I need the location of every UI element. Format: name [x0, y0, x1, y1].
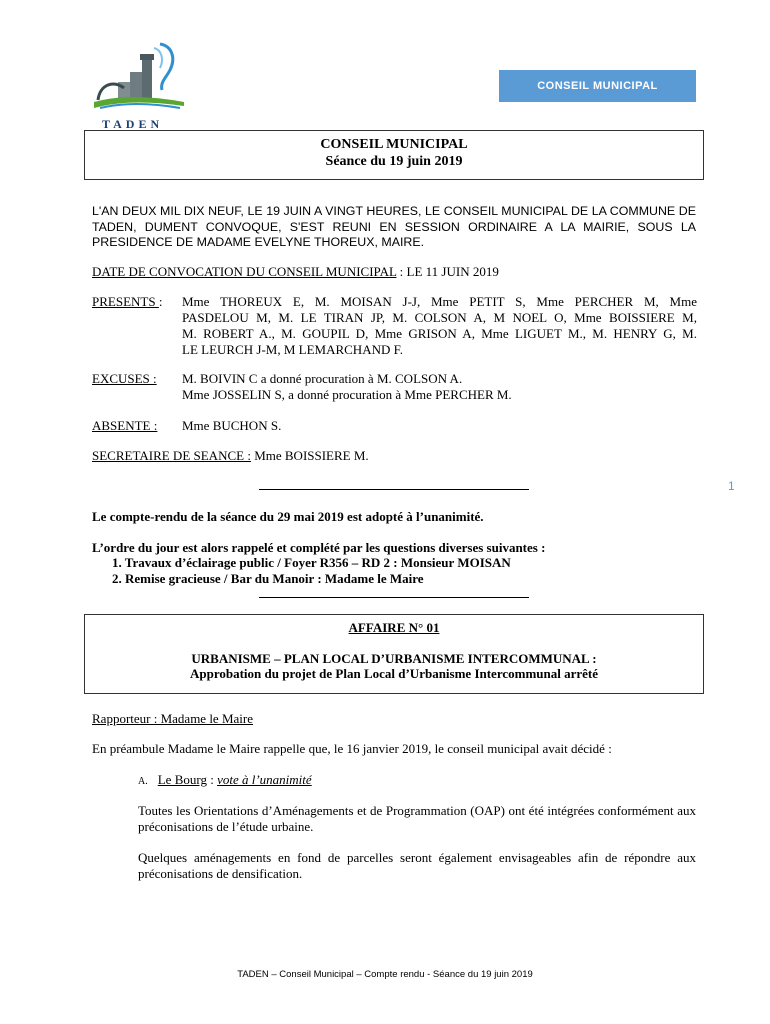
- page-number: 1: [728, 479, 735, 493]
- presents-line: Mme THOREUX E, M. MOISAN J-J, Mme PETIT S, Mme PERCHER M, Mme: [182, 294, 697, 309]
- bourg-label: Le Bourg: [157, 772, 207, 787]
- page-subtitle: Séance du 19 juin 2019: [325, 154, 463, 169]
- presents-label-line: [92, 294, 162, 310]
- excuses-line: M. BOIVIN C a donné procuration à M. COLSON A.: [182, 371, 463, 386]
- convocation-line: [92, 264, 499, 280]
- affaire-line: Approbation du projet de Plan Local d’Urbanisme Intercommunal arrêté: [189, 666, 599, 681]
- affaire-line: URBANISME – PLAN LOCAL D’URBANISME INTERCOMMUNAL :: [191, 651, 597, 666]
- preamble: En préambule Madame le Maire rappelle que, le 16 janvier 2019, le conseil municipal avait décidé :: [92, 741, 612, 756]
- page-title: CONSEIL MUNICIPAL: [320, 137, 468, 152]
- ordre-item: 2. Remise gracieuse / Bar du Manoir : Madame le Maire: [112, 571, 424, 586]
- secretaire-line: [92, 448, 369, 464]
- taden-logo-icon: [90, 40, 190, 120]
- ordre-item: 1. Travaux d’éclairage public / Foyer R356 – RD 2 : Monsieur MOISAN: [112, 555, 511, 570]
- affaire-title: AFFAIRE N° 01: [348, 620, 440, 635]
- absente-label: ABSENTE :: [92, 418, 158, 433]
- presents-label: PRESENTS: [92, 294, 159, 309]
- excuses-list: [182, 371, 697, 403]
- excuses-line: Mme JOSSELIN S, a donné procuration à Mme PERCHER M.: [182, 387, 512, 402]
- secretaire-value: Mme BOISSIERE M.: [250, 448, 369, 463]
- presents-line: LE LEURCH J-M, M LEMARCHAND F.: [182, 342, 404, 357]
- ordre-list: [112, 555, 511, 587]
- page-footer: TADEN – Conseil Municipal – Compte rendu - Séance du 19 juin 2019: [237, 969, 533, 980]
- absente-value: Mme BUCHON S.: [182, 418, 282, 433]
- bourg-separator: :: [206, 772, 218, 787]
- intro-paragraph: L'AN DEUX MIL DIX NEUF, LE 19 JUIN A VINGT HEURES, LE CONSEIL MUNICIPAL DE LA COMMUNE DE TADEN, DUMENT CONVOQUE, S'EST REUNI EN SESSION ORDINAIRE A LA MAIRIE, SOUS LA PRESIDENCE DE MADAME EVELYNE THOREUX, MAIRE.: [92, 204, 696, 249]
- title-box: [84, 130, 704, 180]
- amenagements-paragraph: Quelques aménagements en fond de parcelles seront également envisageables afin de répondre aux préconisations de densification.: [138, 850, 696, 881]
- list-marker: A.: [138, 776, 148, 787]
- secretaire-label: SECRETAIRE DE SEANCE :: [92, 448, 251, 463]
- presents-list: [182, 294, 697, 358]
- excuses-label: EXCUSES :: [92, 371, 157, 386]
- presents-colon: :: [158, 294, 163, 309]
- separator-line: [259, 597, 529, 598]
- convocation-label: DATE DE CONVOCATION DU CONSEIL MUNICIPAL: [92, 264, 397, 279]
- separator-line: [259, 489, 529, 490]
- affaire-subject: [85, 651, 703, 681]
- ordre-intro: L’ordre du jour est alors rappelé et complété par les questions diverses suivantes :: [92, 540, 546, 555]
- oap-paragraph: Toutes les Orientations d’Aménagements et de Programmation (OAP) ont été intégrées conformément aux préconisations de l’étude urbaine.: [138, 803, 696, 834]
- bourg-vote: vote à l’unanimité: [217, 772, 312, 787]
- presents-line: M. ROBERT A., M. GOUPIL D, Mme GRISON A, Mme LIGUET M., M. HENRY G, M.: [182, 326, 697, 341]
- bourg-heading: [138, 772, 312, 790]
- conseil-badge: CONSEIL MUNICIPAL: [499, 70, 696, 102]
- affaire-box: [84, 614, 704, 694]
- convocation-value: : LE 11 JUIN 2019: [396, 264, 499, 279]
- adoption-statement: Le compte-rendu de la séance du 29 mai 2019 est adopté à l’unanimité.: [92, 509, 484, 524]
- rapporteur: Rapporteur : Madame le Maire: [92, 711, 253, 726]
- logo-text: TADEN: [102, 117, 164, 131]
- presents-line: PASDELOU M, M. LE TIRAN JP, M. COLSON A, M NOEL O, Mme BOISSIERE M,: [182, 310, 697, 325]
